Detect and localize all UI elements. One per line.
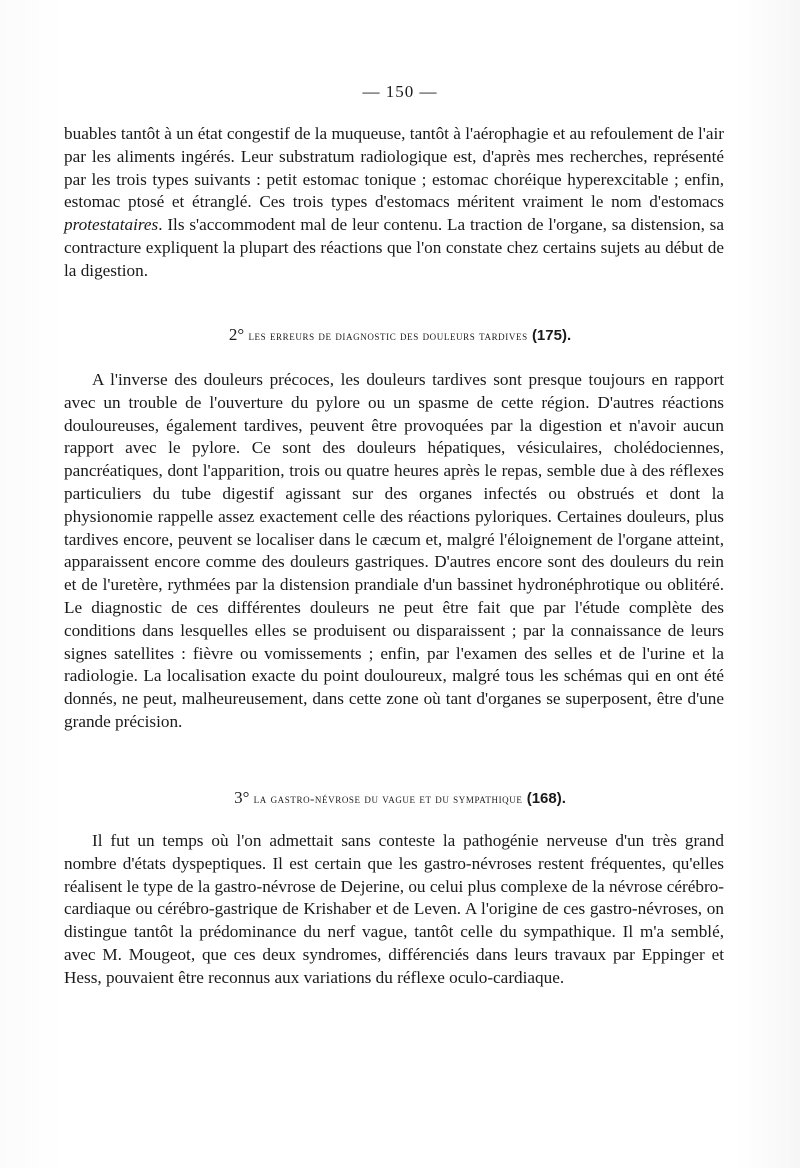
section-heading-3	[0, 788, 800, 808]
emphasized-term: protestataires	[64, 215, 159, 235]
paragraph-continuation	[64, 123, 724, 283]
section-number: 3°	[234, 788, 250, 807]
section-title: la gastro-névrose du vague et du sympathique	[253, 792, 523, 806]
section-heading-2	[0, 325, 800, 345]
section-reference: (168).	[526, 790, 566, 807]
section-reference: (175).	[531, 327, 572, 344]
paragraph-text: buables tantôt à un état congestif de la muqueuse, tantôt à l'aérophagie et au refoulement de l'air par les aliments ingérés. Leur substratum radiologique est, d'après mes recherches, représenté par les trois types suivants : petit estomac tonique ; estomac choréique hyperexcitable ; enfin, estomac ptosé et étranglé. Ces trois types d'estomacs méritent vraiment le nom d'estomacs	[64, 124, 724, 212]
section-title: les erreurs de diagnostic des douleurs tardives	[248, 329, 528, 343]
section-number: 2°	[228, 325, 245, 344]
paragraph-late-pains: A l'inverse des douleurs précoces, les douleurs tardives sont presque toujours en rapport avec un trouble de l'ouverture du pylore ou un spasme de cette région. D'autres réactions douloureuses, également tardives, peuvent être provoquées par la digestion et n'avoir aucun rapport avec le pylore. Ce sont des douleurs hépatiques, vésiculaires, cholédociennes, pancréatiques, dont l'apparition, trois ou quatre heures après le repas, semble due à des réflexes particuliers du tube digestif agissant sur des organes infectés ou obstrués et dont la physionomie rappelle assez exactement celle des réactions pyloriques. Certaines douleurs, plus tardives encore, peuvent se localiser dans le cæcum et, malgré l'éloignement de l'organe atteint, apparaissent encore comme des douleurs gastriques. D'autres encore sont des douleurs du rein et de l'uretère, rythmées par la distension prandiale d'un bassinet hydronéphrotique ou oblitéré. Le diagnostic de ces différentes douleurs ne peut être fait que par l'étude complète des conditions dans lesquelles elles se produisent ou disparaissent ; par la connaissance de leurs signes satellites : fièvre ou vomissements ; enfin, par l'examen des selles et de l'urine et la radiologie. La localisation exacte du point douloureux, malgré tous les schémas qui en ont été donnés, ne peut, malheureusement, dans cette zone où tant d'organes se superposent, être d'une grande précision.	[64, 370, 724, 731]
page-number: — 150 —	[362, 82, 438, 101]
paragraph-text: . Ils s'accommodent mal de leur contenu. La traction de l'organe, sa distension, sa contracture expliquent la plupart des réactions que l'on constate chez certains sujets au début de la digestion.	[64, 215, 724, 280]
paragraph-gastro-neurosis: Il fut un temps où l'on admettait sans conteste la pathogénie nerveuse d'un très grand nombre d'états dyspeptiques. Il est certain que les gastro-névroses restent fréquentes, qu'elles réalisent le type de la gastro-névrose de Dejerine, ou celui plus complexe de la névrose cérébro-cardiaque ou cérébro-gastrique de Krishaber et de Leven. A l'origine de ces gastro-névroses, on distingue tantôt la prédominance du nerf vague, tantôt celle du sympathique. Il m'a semblé, avec M. Mougeot, que ces deux syndromes, différenciés dans leurs travaux par Eppinger et Hess, pouvaient être reconnus aux variations du réflexe oculo-cardiaque.	[64, 831, 724, 987]
